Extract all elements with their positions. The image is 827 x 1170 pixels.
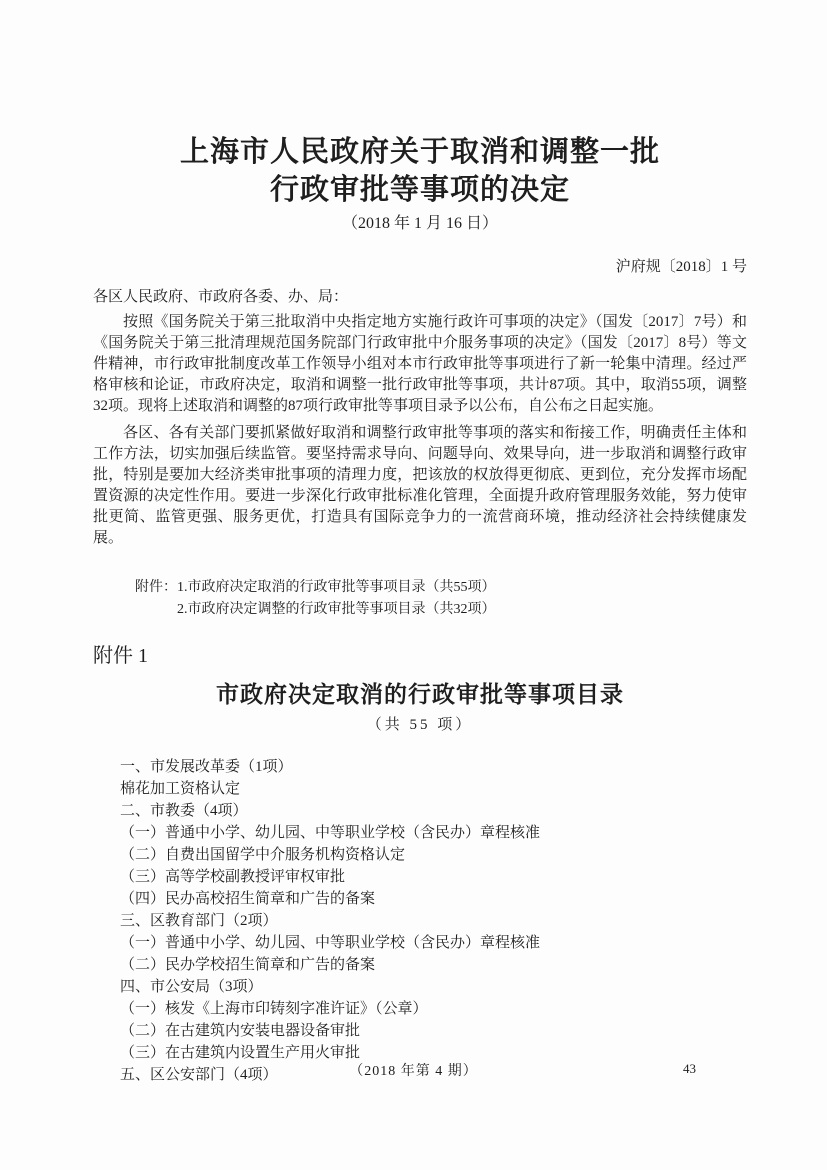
salutation-line: 各区人民政府、市政府各委、办、局：: [93, 289, 349, 305]
catalog-item: 四、市公安局（3项）: [120, 979, 263, 995]
catalog-item: 三、区教育部门（2项）: [120, 913, 278, 929]
body-paragraph-1: 按照《国务院关于第三批取消中央指定地方实施行政许可事项的决定》（国发〔2017〕7号）和《国务院关于第三批清理规范国务院部门行政审批中介服务事项的决定》（国发〔2017〕8号）等文件精神，市行政审批制度改革工作领导小组对本市行政审批等事项进行了新一轮集中清理。经过严格审核和论证，市政府决定，取消和调整一批行政审批等事项，共计87项。其中，取消55项，调整32项。现将上述取消和调整的87项行政审批等事项目录予以公布，自公布之日起实施。: [93, 314, 747, 414]
catalog-item: （二）民办学校招生简章和广告的备案: [120, 957, 376, 973]
document-title: [93, 132, 747, 208]
document-number: 沪府规〔2018〕1 号: [615, 259, 747, 275]
appendix-label: 附件 1: [93, 645, 148, 667]
attachment-line-2: 2.市政府决定调整的行政审批等事项目录（共32项）: [177, 602, 496, 617]
body-paragraph-2: 各区、各有关部门要抓紧做好取消和调整行政审批等事项的落实和衔接工作，明确责任主体和工作方法，切实加强后续监管。要坚持需求导向、问题导向、效果导向，进一步取消和调整行政审批，特别是要加大经济类审批事项的清理力度，把该放的权放得更彻底、更到位，充分发挥市场配置资源的决定性作用。要进一步深化行政审批标准化管理，全面提升政府管理服务效能，努力使审批更简、监管更强、服务更优，打造具有国际竞争力的一流营商环境，推动经济社会持续健康发展。: [93, 425, 747, 546]
attachment-entry-1: 1.市政府决定取消的行政审批等事项目录（共55项）: [177, 580, 496, 595]
footer-page-number: 43: [683, 1061, 696, 1076]
document-title-line2: 行政审批等事项的决定: [269, 172, 570, 206]
catalog-item: （三）在古建筑内设置生产用火审批: [120, 1045, 361, 1061]
attachments-block: [93, 577, 747, 621]
attachment-line-1: [135, 577, 747, 599]
catalog-list: [93, 756, 747, 1086]
catalog-item: （二）在古建筑内安装电器设备审批: [120, 1023, 361, 1039]
document-date: （2018 年 1 月 16 日）: [341, 215, 498, 232]
catalog-item: 棉花加工资格认定: [120, 781, 241, 797]
appendix-title: 市政府决定取消的行政审批等事项目录: [216, 682, 624, 708]
document-title-line1: 上海市人民政府关于取消和调整一批: [179, 134, 660, 168]
catalog-item: 一、市发展改革委（1项）: [120, 759, 293, 775]
catalog-item: （四）民办高校招生简章和广告的备案: [120, 891, 376, 907]
catalog-item: 五、区公安部门（4项）: [120, 1067, 278, 1083]
catalog-item: （三）高等学校副教授评审权审批: [120, 869, 346, 885]
catalog-item: （一）核发《上海市印铸刻字准许证》（公章）: [120, 1001, 428, 1017]
footer-issue-label: （2018 年第 4 期）: [349, 1064, 478, 1079]
catalog-item: （二）自费出国留学中介服务机构资格认定: [120, 847, 406, 863]
attachments-label: 附件：: [135, 580, 177, 595]
appendix-subtitle: （共 55 项）: [366, 717, 474, 733]
catalog-item: （一）普通中小学、幼儿园、中等职业学校（含民办）章程核准: [120, 825, 541, 841]
catalog-item: （一）普通中小学、幼儿园、中等职业学校（含民办）章程核准: [120, 935, 541, 951]
catalog-item: 二、市教委（4项）: [120, 803, 248, 819]
